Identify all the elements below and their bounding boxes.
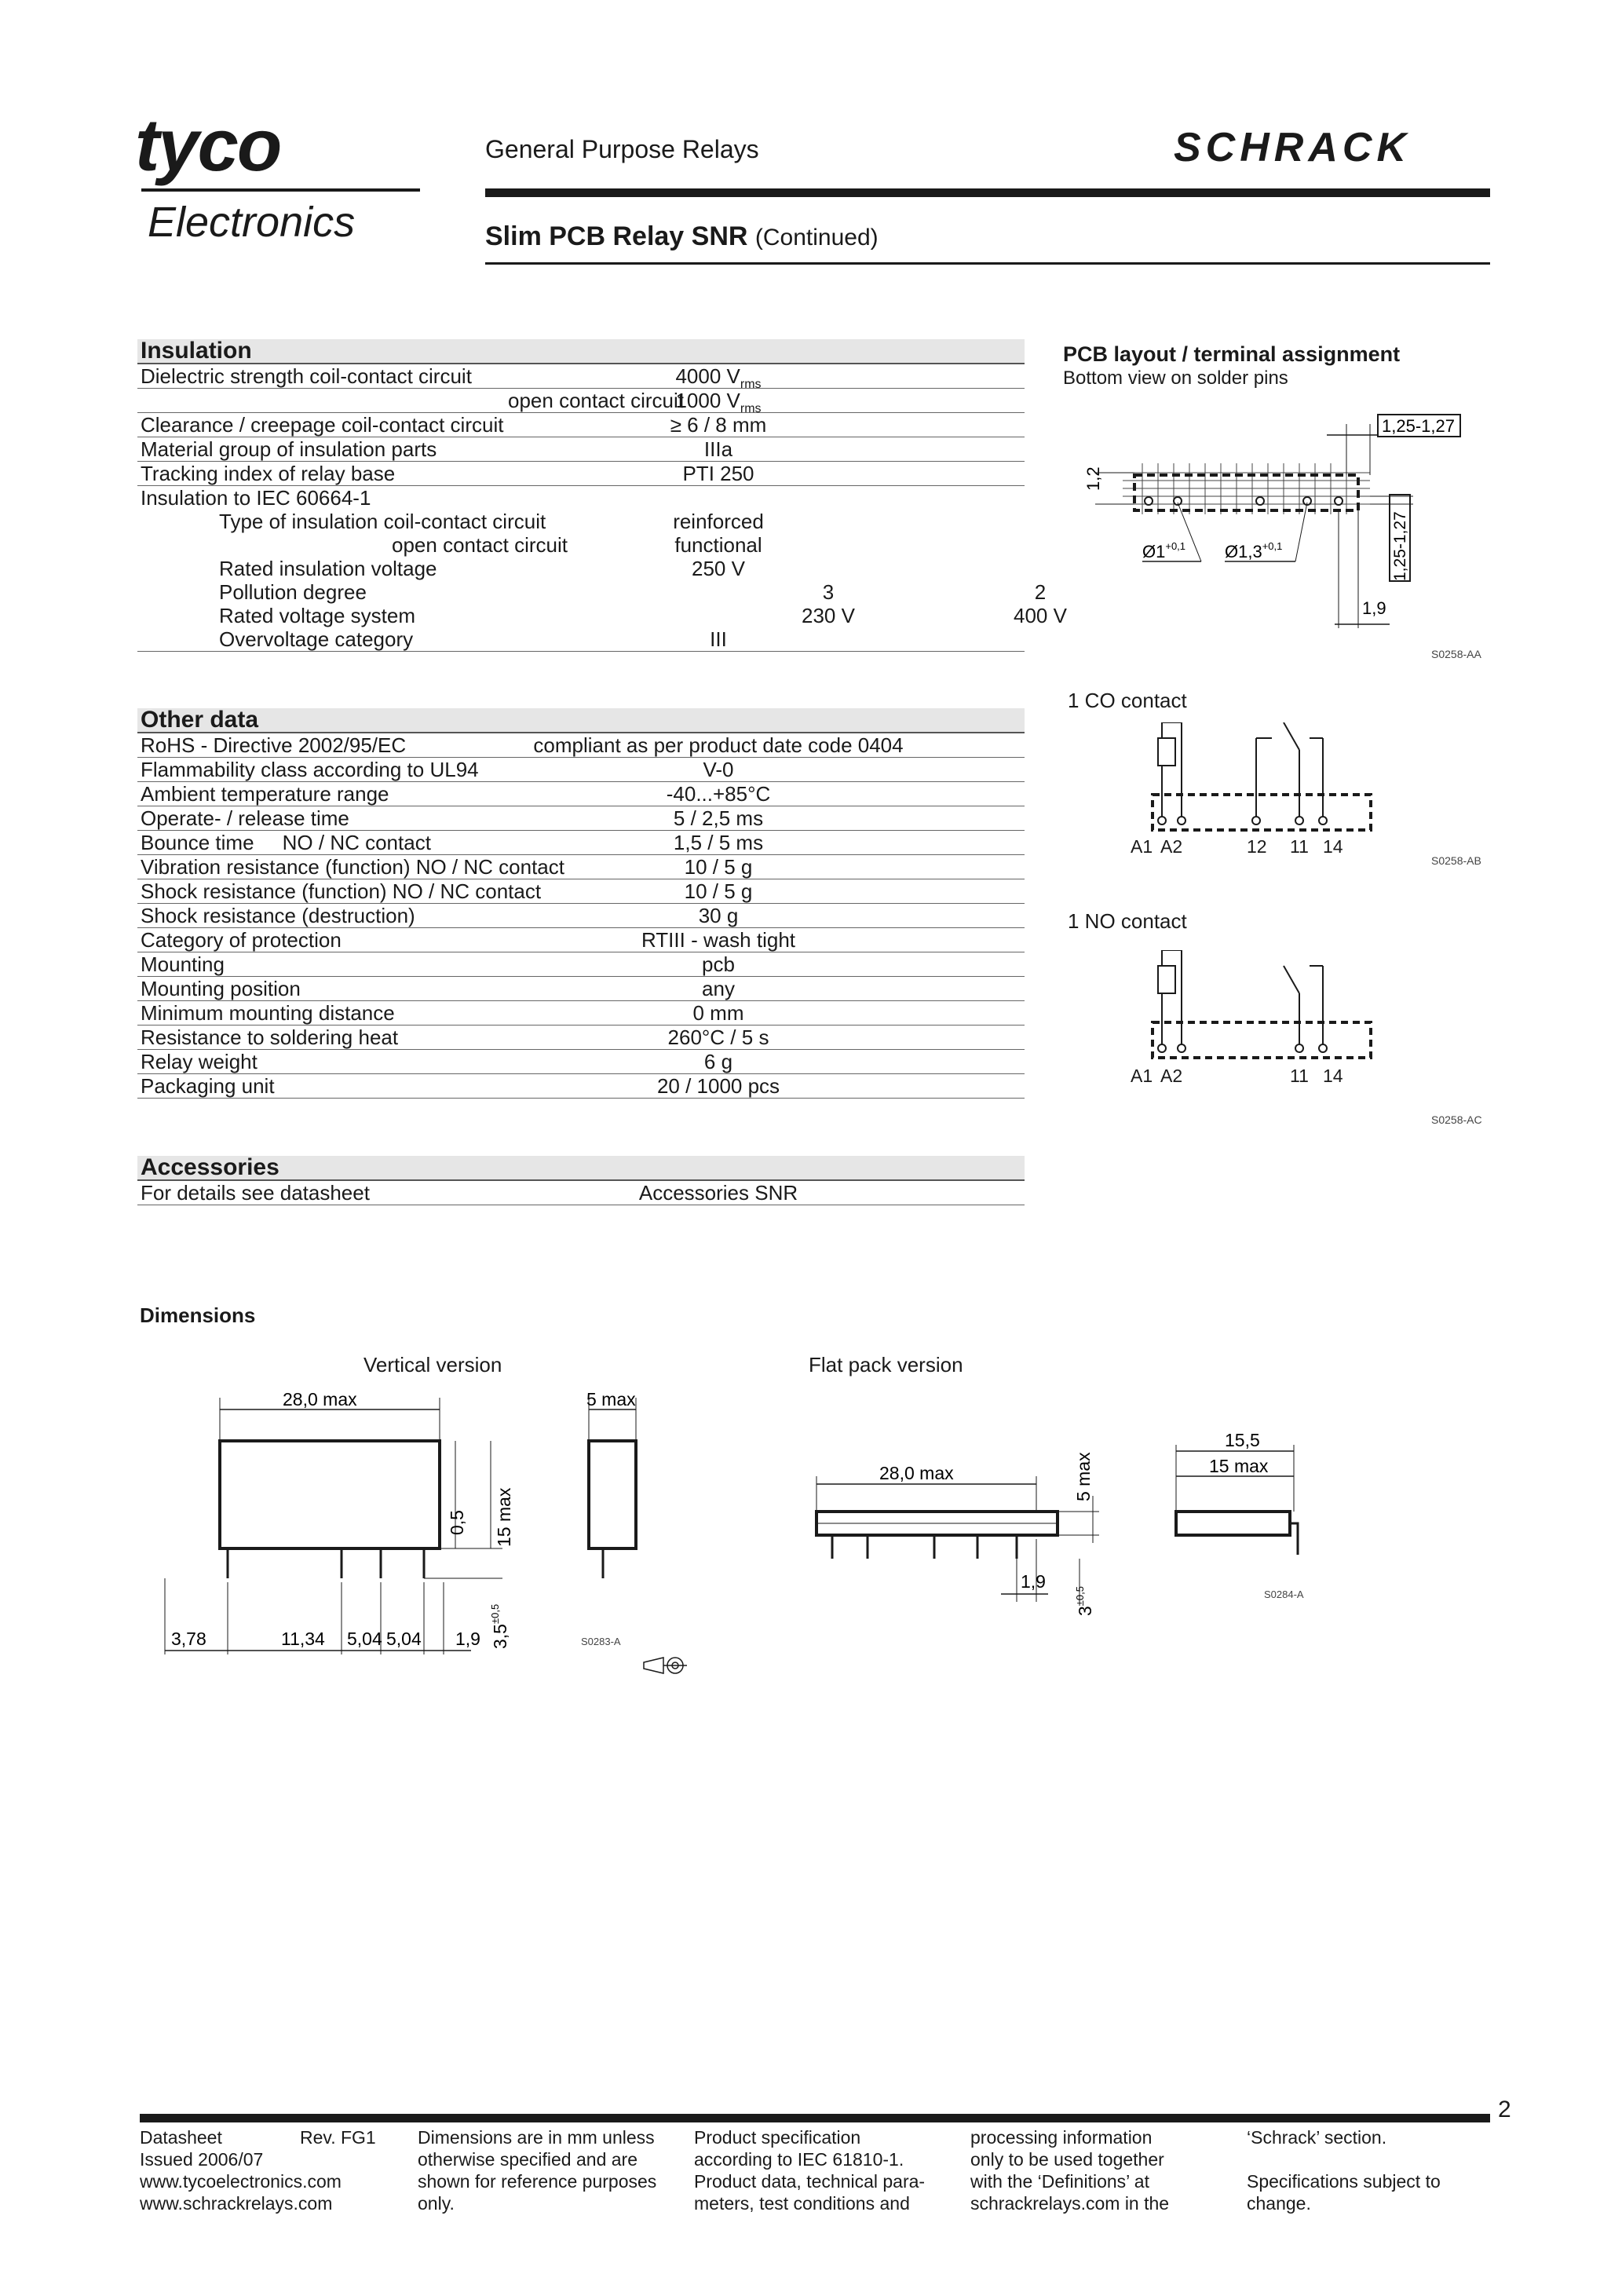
- dim-top: 1,25-1,27: [1382, 416, 1455, 436]
- table-row: Vibration resistance (function) NO / NC contact 10 / 5 g: [137, 855, 1025, 879]
- dim-depth: 5 max: [586, 1389, 636, 1409]
- no-pin-labels: A1 A2 11 14: [1131, 1066, 1343, 1086]
- table-row: Ambient temperature range -40...+85°C: [137, 782, 1025, 806]
- tyco-logo: tyco: [135, 104, 281, 186]
- drawing-code: S0283-A: [581, 1636, 621, 1647]
- flat-dim-inner: 15 max: [1209, 1456, 1269, 1476]
- hole1-label: $Ø1^{+0,1}$: [1142, 540, 1186, 561]
- table-row: Packaging unit 20 / 1000 pcs: [137, 1074, 1025, 1099]
- flat-dim-pin: $3^{\pm 0,5}$: [1074, 1585, 1095, 1616]
- no-contact-diagram: [1131, 950, 1390, 1068]
- table-row: open contact circuit functional: [392, 533, 762, 557]
- other-data-table: [137, 708, 1025, 1099]
- footer-col-2: Dimensions are in mm unless otherwise specified and are shown for reference purposes only.: [418, 2127, 657, 2214]
- pcb-layout-subtitle: Bottom view on solder pins: [1063, 367, 1288, 389]
- table-row: Relay weight 6 g: [137, 1050, 1025, 1074]
- section-heading: Other data: [137, 708, 1025, 733]
- footer-col-5: ‘Schrack’ section. Specifications subject to change.: [1247, 2127, 1441, 2214]
- section-heading: Accessories: [137, 1156, 1025, 1181]
- dim-gap: 0,5: [447, 1510, 467, 1535]
- footer-revision: Rev. FG1: [300, 2127, 376, 2148]
- no-contact-title: 1 NO contact: [1068, 909, 1187, 933]
- footer-col-1: Datasheet Issued 2006/07 www.tycoelectronics.com www.schrackrelays.com: [140, 2127, 342, 2214]
- pcb-layout-drawing: [1068, 400, 1492, 636]
- drawing-code: S0258-AA: [1431, 648, 1481, 660]
- pitch-4: 5,04: [386, 1629, 422, 1649]
- flat-dim-height: 5 max: [1073, 1452, 1094, 1501]
- table-row: Resistance to soldering heat 260°C / 5 s: [137, 1026, 1025, 1050]
- hole2-label: $Ø1,3^{+0,1}$: [1225, 540, 1283, 561]
- pitch-3: 5,04: [347, 1629, 382, 1649]
- dim-bottom: 1,9: [1362, 598, 1386, 618]
- table-row: Category of protection RTIII - wash tight: [137, 928, 1025, 952]
- schrack-logo: SCHRACK: [1174, 125, 1411, 170]
- drawing-code: S0258-AB: [1431, 854, 1481, 867]
- logo-rule: [141, 188, 420, 192]
- table-row: Overvoltage category III: [137, 627, 1025, 652]
- dim-pin-length: $3,5^{\pm 0,5}$: [489, 1603, 510, 1649]
- table-row: Shock resistance (function) NO / NC contact 10 / 5 g: [137, 879, 1025, 904]
- page-number: 2: [1498, 2097, 1511, 2122]
- flat-dim-pitch: 1,9: [1021, 1571, 1046, 1592]
- table-row: Rated voltage system 230 V 400 V: [219, 604, 1067, 627]
- drawing-code: S0258-AC: [1431, 1113, 1482, 1126]
- table-row: Mounting position any: [137, 977, 1025, 1001]
- table-row: Mounting pcb: [137, 952, 1025, 977]
- table-row: Dielectric strength coil-contact circuit 4000 $V_{rms}$: [137, 364, 1025, 389]
- pcb-grid: [1123, 463, 1370, 514]
- insulation-table: [137, 338, 1067, 652]
- dim-right: 1,25-1,27: [1391, 511, 1409, 581]
- title-rule: [485, 262, 1490, 265]
- co-contact-title: 1 CO contact: [1068, 689, 1187, 712]
- dim-height: 15 max: [494, 1487, 514, 1547]
- footer-col-4: processing information only to be used together with the ‘Definitions’ at schrackrelays.com in the: [970, 2127, 1170, 2214]
- pitch-2: 11,34: [281, 1629, 325, 1649]
- category-label: General Purpose Relays: [485, 135, 759, 163]
- dimensions-heading: Dimensions: [140, 1303, 256, 1327]
- table-row: Pollution degree 3 2: [219, 580, 1047, 604]
- table-row: Clearance / creepage coil-contact circuit ≥ 6 / 8 mm: [137, 412, 1025, 437]
- projection-symbol-icon: [644, 1658, 687, 1673]
- title-suffix: (Continued): [754, 225, 879, 250]
- table-row: Operate- / release time 5 / 2,5 ms: [137, 806, 1025, 831]
- vertical-version-title: Vertical version: [363, 1353, 502, 1377]
- table-row: Minimum mounting distance 0 mm: [137, 1001, 1025, 1026]
- flat-dim-outer: 15,5: [1225, 1430, 1260, 1450]
- accessories-table: [137, 1156, 1025, 1205]
- table-row: Rated insulation voltage 250 V: [219, 557, 745, 580]
- dim-left: 1,2: [1083, 466, 1103, 491]
- table-row: open contact circuit 1000 $V_{rms}$: [508, 389, 762, 416]
- table-row: For details see datasheet Accessories SNR: [137, 1181, 1025, 1205]
- table-row: Material group of insulation parts IIIa: [137, 437, 1025, 462]
- flat-version-drawing: [801, 1413, 1350, 1649]
- table-row: Flammability class according to UL94 V-0: [137, 758, 1025, 782]
- pitch-5: 1,9: [455, 1629, 480, 1649]
- table-row: RoHS - Directive 2002/95/EC compliant as per product date code 0404: [137, 733, 1025, 758]
- footer-rule: [140, 2114, 1490, 2122]
- flat-version-title: Flat pack version: [809, 1353, 963, 1377]
- table-row: Tracking index of relay base PTI 250: [137, 462, 1025, 486]
- table-row: Shock resistance (destruction) 30 g: [137, 904, 1025, 928]
- co-pin-labels: A1 A2 12 11 14: [1131, 836, 1343, 857]
- header-rule: [485, 188, 1490, 197]
- dim-width: 28,0 max: [283, 1389, 357, 1409]
- table-row: Insulation to IEC 60664-1: [141, 486, 371, 510]
- page-title: [485, 221, 879, 252]
- title-text: Slim PCB Relay SNR: [485, 221, 748, 251]
- drawing-code: S0284-A: [1264, 1589, 1304, 1600]
- table-row: Bounce time NO / NC contact 1,5 / 5 ms: [137, 831, 1025, 855]
- pitch-1: 3,78: [171, 1629, 206, 1649]
- pcb-layout-title: PCB layout / terminal assignment: [1063, 342, 1401, 366]
- table-row: Type of insulation coil-contact circuit reinforced: [219, 510, 764, 533]
- footer-col-3: Product specification according to IEC 61810-1. Product data, technical para- meters, test conditions and: [694, 2127, 926, 2214]
- flat-dim-width: 28,0 max: [879, 1463, 954, 1483]
- vertical-version-drawing: [141, 1378, 691, 1692]
- section-heading: Insulation: [137, 339, 1025, 364]
- electronics-logo: Electronics: [148, 199, 356, 246]
